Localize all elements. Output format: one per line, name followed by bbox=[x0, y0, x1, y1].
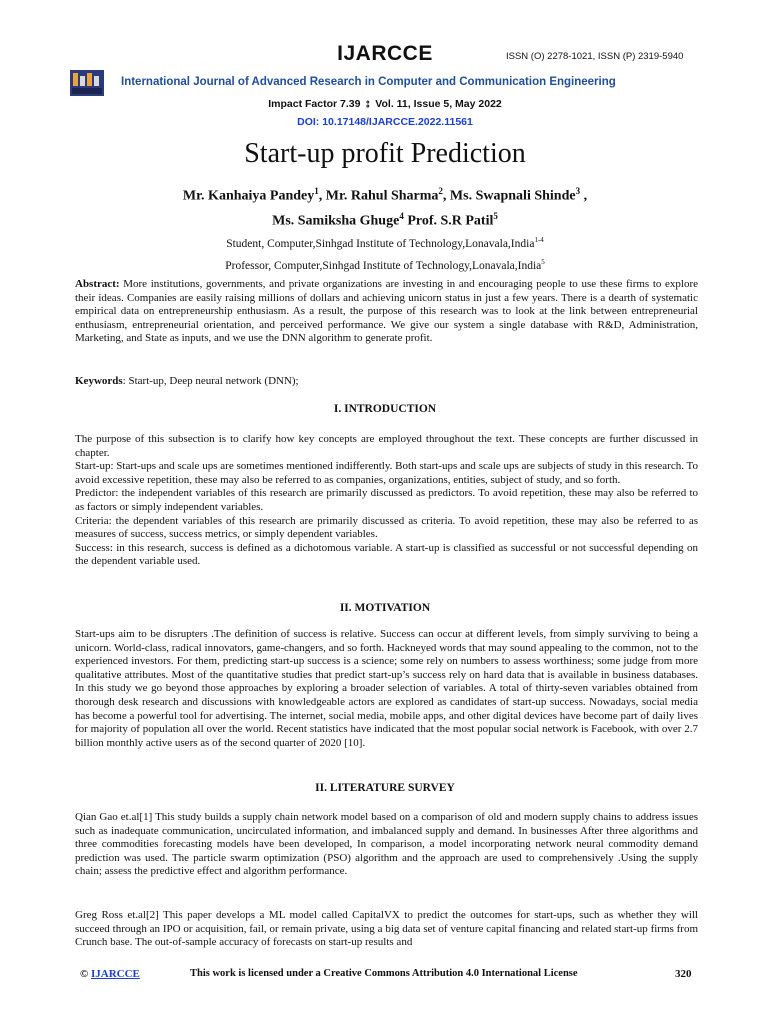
footer-copyright bbox=[80, 968, 140, 980]
impact-factor: Impact Factor 7.39 bbox=[268, 98, 361, 110]
keywords-section bbox=[75, 375, 698, 389]
affiliation-sup: 1-4 bbox=[534, 236, 544, 244]
paragraph: Qian Gao et.al[1] This study builds a supply chain network model based on a comparison of old and modern supply chains to address issues such as inadequate communication, uncirculated information, and imbalanced supply and demand. In businesses After three algorithms and three commodities forecasting models have been developed, In comparison, a model incorporating network neural commodity demand prediction was used. The particle swarm optimization (PSO) algorithm and the approach are used to comprehensively .Using the supply chain; assess the predictive effect and algorithm performance. bbox=[75, 811, 698, 878]
motivation-body bbox=[75, 628, 698, 750]
paragraph: Success: in this research, success is defined as a dichotomous variable. A start-up is classified as successful or not successful depending on the dependent variable used. bbox=[75, 541, 698, 568]
affiliation-professor bbox=[0, 258, 770, 272]
author-name: , Ms. Swapnali Shinde bbox=[442, 188, 576, 204]
paper-title: Start-up profit Prediction bbox=[244, 138, 526, 169]
author-sup: 2 bbox=[438, 186, 443, 196]
paragraph: Criteria: the dependent variables of this research are primarily discussed as criteria. To avoid repetition, these may also be referred to as measures of success, success metrics, or simply dependent variables. bbox=[75, 514, 698, 541]
literature-body-2 bbox=[75, 909, 698, 950]
authors-line-1 bbox=[0, 186, 770, 205]
section-heading-literature-survey: II. LITERATURE SURVEY bbox=[315, 782, 455, 794]
abstract-text: More institutions, governments, and private organizations are investing in and encouraging people to use these firms to explore their ideas. Companies are easily raising millions of dollars and achieving unicorn status in just a few years. There is a dearth of systematic empirical data on entrepreneurship enthusiasm. As a result, the purpose of this research was to look at the link between entrepreneurial enthusiasm, entrepreneurial orientation, and perceived performance. We give our system a single database with R&D, Administration, Marketing, and State as inputs, and we use the DNN algorithm to generate profit. bbox=[75, 278, 698, 345]
paragraph: Start-ups aim to be disrupters .The definition of success is relative. Success can occur at different levels, from simply surviving to being a unicorn. World-class, radical innovators, game-changers, and so forth. Hackneyed words that may sound appealing to the common, not to the experienced investors. For them, predicting start-up success is a science; some rely on numbers to assess worthiness; some judge from more qualitative attributes. Most of the quantitative studies that predict start-up’s success rely on hard data that is available in business databases. In this study we go beyond those approaches by exploring a broader selection of variables. A total of thirty-seven variables obtained from thorough desk research and discussions with knowledgeable actors are explored as candidates of start-up success. Nowadays, social media has become a powerful tool for advertising. The internet, social media, mobile apps, and other digital devices have become part of daily lives for majority of population all over the world. Recent statistics have indicated that the most popular social network is Facebook, with over 2.7 billion monthly active users as of the second quarter of 2020 [10]. bbox=[75, 628, 698, 749]
paragraph: Greg Ross et.al[2] This paper develops a ML model called CapitalVX to predict the outcomes for start-ups, such as whether they will succeed through an IPO or acquisition, fail, or remain private, using a big data set of venture capital financing and related start-up firms from Crunch base. The out-of-sample accuracy of forecasts on start-up results and bbox=[75, 909, 698, 949]
keywords-label: Keywords bbox=[75, 375, 123, 387]
paragraph: The purpose of this subsection is to clarify how key concepts are employed throughout the text. These concepts are further discussed in chapter. bbox=[75, 433, 698, 459]
author-sup: 3 bbox=[575, 186, 581, 196]
page-number: 320 bbox=[675, 968, 692, 980]
journal-link[interactable]: IJARCCE bbox=[90, 968, 140, 980]
authors-line-2 bbox=[0, 211, 770, 230]
introduction-body bbox=[75, 433, 698, 569]
author-name: Ms. Samiksha Ghuge bbox=[272, 213, 400, 229]
journal-abbreviation: IJARCCE bbox=[337, 42, 433, 65]
author-sup: 4 bbox=[399, 211, 404, 221]
abstract-label: Abstract: bbox=[75, 278, 120, 290]
paragraph: Start-up: Start-ups and scale ups are sometimes mentioned indifferently. Both start-ups and scale ups are subjects of study in this research. To avoid excessive repetition, these may also be referred to as companies, organizations, entities, subject of study, and so forth. bbox=[75, 460, 698, 486]
abstract-section bbox=[75, 278, 698, 346]
affiliation-text: Student, Computer,Sinhgad Institute of Technology,Lonavala,India bbox=[226, 237, 535, 250]
section-heading-motivation: II. MOTIVATION bbox=[339, 602, 431, 614]
paragraph: Predictor: the independent variables of this research are primarily discussed as predictors. To avoid repetition, these may also be referred to as factors or simply independent variables. bbox=[75, 487, 698, 513]
literature-body-1 bbox=[75, 811, 698, 879]
author-sup: 1 bbox=[314, 186, 319, 196]
separator-icon: ⦂ bbox=[366, 98, 370, 110]
doi-link[interactable]: DOI: 10.17148/IJARCCE.2022.11561 bbox=[297, 116, 473, 128]
license-text: This work is licensed under a Creative Commons Attribution 4.0 International License bbox=[190, 968, 578, 979]
section-heading-introduction: I. INTRODUCTION bbox=[333, 403, 437, 415]
copyright-icon: © bbox=[80, 968, 89, 980]
journal-logo-icon bbox=[70, 70, 104, 96]
author-name: , Mr. Rahul Sharma bbox=[318, 188, 439, 204]
affiliation-text: Professor, Computer,Sinhgad Institute of Technology,Lonavala,India bbox=[225, 259, 542, 272]
affiliation-sup: 5 bbox=[541, 258, 545, 266]
author-name: Mr. Kanhaiya Pandey bbox=[182, 188, 315, 204]
issn-text: ISSN (O) 2278-1021, ISSN (P) 2319-5940 bbox=[506, 51, 684, 62]
impact-volume-line bbox=[0, 98, 770, 111]
keywords-text: : Start-up, Deep neural network (DNN); bbox=[122, 375, 299, 387]
author-separator: , bbox=[580, 188, 588, 204]
affiliation-student bbox=[0, 236, 770, 250]
volume-issue: Vol. 11, Issue 5, May 2022 bbox=[375, 98, 502, 110]
author-sup: 5 bbox=[493, 211, 498, 221]
journal-name: International Journal of Advanced Research in Computer and Communication Engineering bbox=[121, 76, 616, 88]
author-name: Prof. S.R Patil bbox=[403, 213, 494, 229]
